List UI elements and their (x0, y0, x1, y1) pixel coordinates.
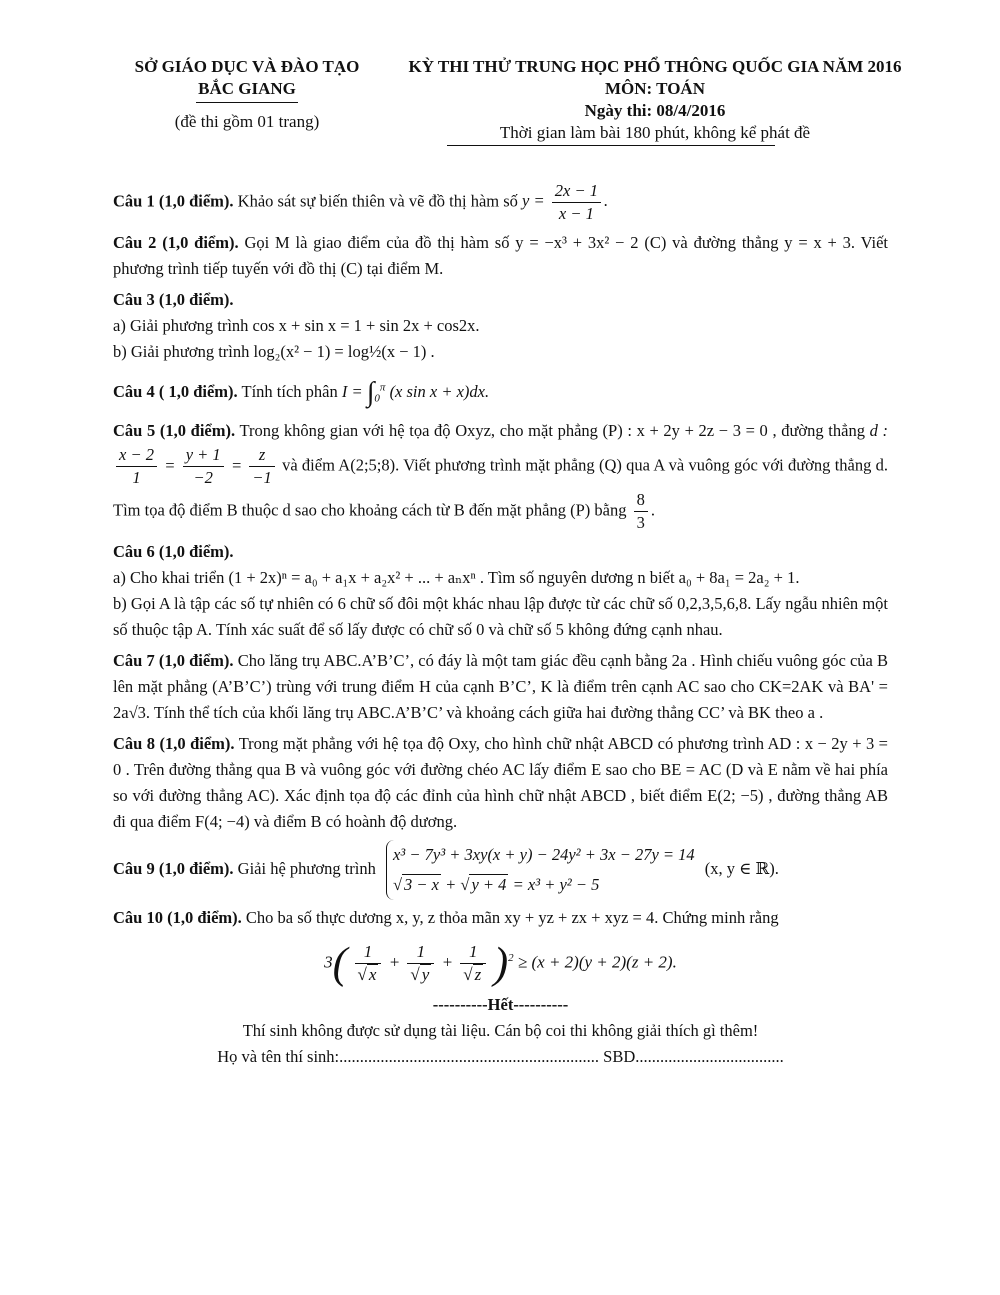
question-6-label: Câu 6 (1,0 điểm). (113, 542, 234, 562)
q4-integral: $I = \int_0^\pi$ (x sin x + x)dx. (341, 377, 490, 409)
end-marker: ----------Hết---------- (432, 995, 569, 1015)
question-2-text: Gọi M là giao điểm của đồ thị hàm số y = −x³ + 3x² − 2 (C) và đường thẳng y = x + 3. Viết phương trình tiếp tuyến với đồ thị (C) tại điểm M. (113, 233, 888, 278)
q10-inequality: 3( $\frac{1}{√ x}$ + $\frac{1}{√ y}$ + $\frac{1}{√ z}$ )$^2$ ≥ (x + 2)(y + 2)(z + 2). (324, 938, 677, 988)
question-9-text: Giải hệ phương trình (237, 859, 376, 878)
q5-distance: $\frac{8}{3}$ (634, 489, 648, 534)
question-5: Câu 5 (1,0 điểm). Trong không gian với hệ tọa độ Oxyz, cho mặt phẳng (P) : x + 2y + 2z − 3 = 0 , đường thẳng d : $\frac{x - 2}{1}$ = $\frac{y + 1}{-2}$ = $\frac{z}{-1}$ và điểm A(2;5;8). Viết phương trình mặt phẳng (Q) qua A và vuông góc với đường thẳng d. Tìm tọa độ điểm B thuộc d sao cho khoảng cách từ B đến mặt phẳng (P) bằng $\frac{8}{3}$ . (113, 421, 889, 533)
question-3a: a) Giải phương trình cos x + sin x = 1 + sin 2x + cos2x. (113, 316, 480, 335)
question-7-label: Câu 7 (1,0 điểm). (113, 651, 234, 671)
q9-equation-2: √ 3 − x + √ y + 4 = x³ + y² − 5 (392, 875, 600, 895)
question-8-label: Câu 8 (1,0 điểm). (113, 734, 235, 754)
question-2-label: Câu 2 (1,0 điểm). (113, 233, 239, 252)
question-3b: b) Giải phương trình log₂(x² − 1) = log½(x − 1) . (113, 342, 435, 361)
question-5-label: Câu 5 (1,0 điểm). (113, 421, 236, 441)
time-limit: Thời gian làm bài 180 phút, không kể phát đề (499, 123, 811, 142)
question-9 (113, 840, 888, 900)
question-10 (113, 905, 888, 931)
question-9-label: Câu 9 (1,0 điểm). (113, 859, 234, 878)
question-5-text-2: và điểm A(2;5;8). Viết phương trình mặt phẳng (Q) qua A và vuông góc với đường thẳng d. Tìm tọa độ điểm B thuộc d sao cho khoảng cách từ B đến mặt phẳng (P) bằng (113, 455, 889, 520)
question-3 (113, 287, 888, 365)
exam-title: KỲ THI THỬ TRUNG HỌC PHỔ THÔNG QUỐC GIA NĂM 2016 (408, 57, 902, 76)
q10-inequality-rhs: ≥ (x + 2)(y + 2)(z + 2). (517, 952, 677, 972)
question-6 (113, 539, 888, 643)
header-left (112, 56, 382, 133)
department-name: SỞ GIÁO DỤC VÀ ĐÀO TẠO (134, 57, 360, 76)
question-10-label: Câu 10 (1,0 điểm). (113, 908, 242, 928)
question-7 (113, 648, 888, 726)
question-8 (113, 731, 888, 835)
question-3-label: Câu 3 (1,0 điểm). (113, 290, 234, 309)
page-count-note: (đề thi gồm 01 trang) (174, 112, 320, 131)
footer-note: Thí sinh không được sử dụng tài liệu. Cán bộ coi thi không giải thích gì thêm! (242, 1021, 759, 1041)
q9-equation-2-rhs: = x³ + y² − 5 (512, 875, 600, 895)
q5-line-d: d : $\frac{x - 2}{1}$ = $\frac{y + 1}{-2}$ = $\frac{z}{-1}$ (113, 421, 888, 474)
question-1 (113, 180, 888, 225)
q9-system (386, 840, 695, 900)
question-6b: b) Gọi A là tập các số tự nhiên có 6 chữ số đôi một khác nhau lập được từ các chữ số 0,2,3,5,6,8. Lấy ngẫu nhiên một số thuộc tập A. Tính xác suất để số lấy được có chữ số 0 và chữ số 5 không đứng cạnh nhau. (113, 594, 888, 640)
q1-function: y = $\frac{2x - 1}{x - 1}$ . (522, 181, 609, 223)
question-5-text-1: Trong không gian với hệ tọa độ Oxyz, cho mặt phẳng (P) : x + 2y + 2z − 3 = 0 , đường thẳng (239, 421, 865, 441)
question-1-text: Khảo sát sự biến thiên và vẽ đồ thị hàm số (237, 191, 518, 211)
question-10-text: Cho ba số thực dương x, y, z thỏa mãn xy + yz + zx + xyz = 4. Chứng minh rằng (245, 908, 779, 928)
subject: MÔN: TOÁN (605, 79, 705, 98)
question-8-text: Trong mặt phẳng với hệ tọa độ Oxy, cho hình chữ nhật ABCD có phương trình AD : x − 2y + 3 = 0 . Trên đường thẳng qua B và vuông góc với đường chéo AC lấy điểm E sao cho BE = AC (D và E nằm về hai phía so với đường thẳng AC). Xác định tọa độ các đỉnh của hình chữ nhật ABCD , biết điểm E(2; −5) , đường thẳng AB đi qua điểm F(4; −4) và điểm B có hoành độ dương. (113, 734, 888, 832)
question-4 (113, 377, 888, 409)
question-6a: a) Cho khai triển (1 + 2x)ⁿ = a₀ + a₁x + a₂x² + ... + aₙxⁿ . Tìm số nguyên dương n biết a₀ + 8a₁ = 2a₂ + 1. (113, 568, 800, 588)
question-4-text: Tính tích phân (241, 382, 338, 401)
exam-body (113, 180, 888, 1070)
exam-date: Ngày thi: 08/4/2016 (584, 101, 726, 120)
province-name: BẮC GIANG (196, 78, 298, 103)
question-4-label: Câu 4 ( 1,0 điểm). (113, 382, 238, 401)
question-1-label: Câu 1 (1,0 điểm). (113, 191, 234, 211)
header-right (385, 56, 925, 144)
question-2 (113, 230, 888, 282)
candidate-info-line: Họ và tên thí sinh:............................................................... SBD.................................... (217, 1047, 784, 1067)
q9-domain: (x, y ∈ ℝ). (704, 859, 779, 878)
question-7-text: Cho lăng trụ ABC.A’B’C’, có đáy là một tam giác đều cạnh bằng 2a . Hình chiếu vuông góc của B lên mặt phẳng (A’B’C’) trùng với trung điểm H của cạnh B’C’, K là điểm trên cạnh AC sao cho CK=2AK và BA' = 2a√3. Tính thể tích của khối lăng trụ ABC.A’B’C’ và khoảng cách giữa hai đường thẳng CC’ và BK theo a . (113, 651, 888, 723)
header-rule (447, 145, 775, 146)
q9-equation-1: x³ − 7y³ + 3xy(x + y) − 24y² + 3x − 27y = 14 (392, 845, 695, 865)
